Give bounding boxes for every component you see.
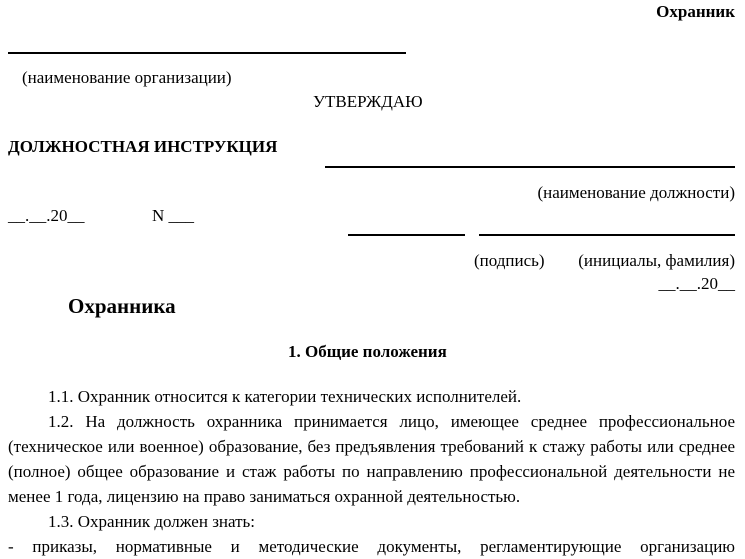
organization-name-line — [8, 52, 406, 54]
section-title: 1. Общие положения — [288, 342, 447, 361]
document-number-blank: N ___ — [152, 206, 195, 225]
initials-caption: (инициалы, фамилия) — [578, 251, 735, 270]
paragraph-1-2: 1.2. На должность охранника принимается лицо, имеющее среднее профессиональное (техническое или военное) образование, без предъявления требований к стажу работы или среднее (полное) общее образование и стаж работы по направлению профессиональной деятельности не менее 1 года, лицензию на право заниматься охранной деятельностью. — [8, 412, 735, 506]
signature-caption: (подпись) — [474, 251, 545, 270]
approve-date-blank: __.__.20__ — [658, 274, 735, 293]
position-name-line — [325, 166, 735, 168]
position-name-caption: (наименование должности) — [537, 183, 735, 202]
paragraph-list-item: - приказы, нормативные и методические документы, регламентирующие организацию — [8, 537, 735, 556]
document-date-blank: __.__.20__ — [8, 206, 85, 225]
section-body — [8, 384, 735, 559]
corner-position-label: Охранник — [656, 2, 735, 21]
document-title: ДОЛЖНОСТНАЯ ИНСТРУКЦИЯ — [8, 137, 278, 156]
initials-line — [479, 234, 735, 236]
paragraph-1-3: 1.3. Охранник должен знать: — [48, 512, 256, 531]
subject-title: Охранника — [68, 294, 176, 318]
paragraph-1-1: 1.1. Охранник относится к категории технических исполнителей. — [48, 387, 522, 406]
organization-name-caption: (наименование организации) — [22, 68, 232, 87]
approve-label: УТВЕРЖДАЮ — [313, 92, 423, 111]
signature-line — [348, 234, 465, 236]
